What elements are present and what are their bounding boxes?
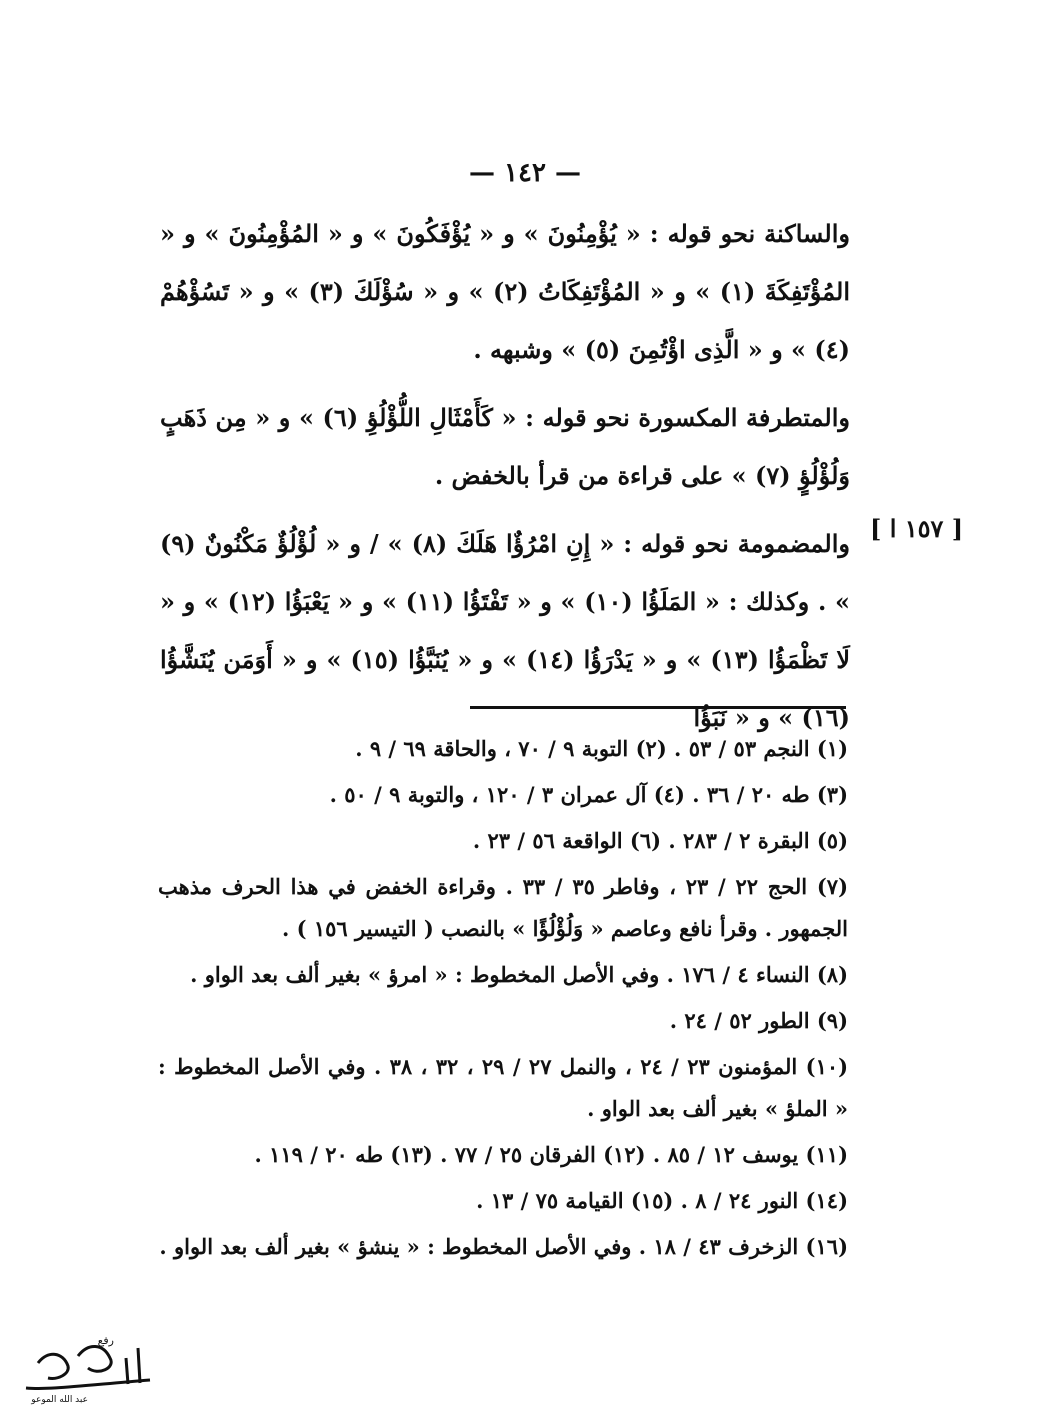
paragraph-madmuma: والمضمومة نحو قوله : « إِنِ امْرُؤٌا هَلَكَ (٨) » / و « لُؤْلُؤٌ مَكْنُونٌ (٩) » . وكذلك : « المَلَؤُا (١٠) » و « تَفْتَؤُا (١١) » و « يَعْبَؤُا (١٢) » و « لَا تَظْمَؤُا (١٣) » و « يَدْرَؤُا (١٤) » و « يُنَبَّؤُا (١٥) » و « أَوَمَن يُنَشَّؤُا (١٦) » و « نَبَؤُا: [160, 529, 851, 732]
footnote: (٣) طه ٢٠ / ٣٦ . (٤) آل عمران ٣ / ١٢٠ ، والتوبة ٩ / ٥٠ .: [329, 782, 848, 807]
footnotes: [158, 728, 848, 1272]
footnote-divider: [470, 706, 846, 709]
footnote: (١) النجم ٥٣ / ٥٣ . (٢) التوبة ٩ / ٧٠ ، والحاقة ٦٩ / ٩ .: [355, 736, 848, 761]
footnote: (١٦) الزخرف ٤٣ / ١٨ . وفي الأصل المخطوط : « ينشؤ » بغير ألف بعد الواو .: [159, 1234, 848, 1259]
footnote: (٥) البقرة ٢ / ٢٨٣ . (٦) الواقعة ٥٦ / ٢٣ .: [472, 828, 848, 853]
seal-top-text: رفع: [97, 1334, 114, 1347]
seal-small-text: عبد الله الموعو: [31, 1395, 88, 1405]
main-text: [160, 205, 850, 757]
footnote: (١١) يوسف ١٢ / ٨٥ . (١٢) الفرقان ٢٥ / ٧٧ . (١٣) طه ٢٠ / ١١٩ .: [254, 1142, 848, 1167]
footnote: (٩) الطور ٥٢ / ٢٤ .: [669, 1008, 848, 1033]
footnote: (١٠) المؤمنون ٢٣ / ٢٤ ، والنمل ٢٧ / ٢٩ ، ٣٢ ، ٣٨ . وفي الأصل المخطوط : « الملؤ » بغير ألف بعد الواو .: [158, 1054, 849, 1121]
margin-reference: [ ١٥٧ ا ]: [870, 514, 964, 543]
calligraphy-seal-logo: [18, 1328, 158, 1408]
footnote: (٧) الحج ٢٢ / ٢٣ ، وفاطر ٣٥ / ٣٣ . وقراءة الخفض في هذا الحرف مذهب الجمهور . وقرأ نافع وعاصم « وَلُؤْلُؤًا » بالنصب ( التيسير ١٥٦ ) .: [158, 874, 848, 941]
footnote: (١٤) النور ٢٤ / ٨ . (١٥) القيامة ٧٥ / ١٣ .: [476, 1188, 848, 1213]
page-number: — ١٤٢ —: [468, 158, 582, 188]
paragraph-maksura: والمتطرفة المكسورة نحو قوله : « كَأَمْثَالِ اللُّؤْلُؤِ (٦) » و « مِن ذَهَبٍ وَلُؤْلُؤٍ (٧) » على قراءة من قرأ بالخفض .: [160, 403, 850, 490]
footnote: (٨) النساء ٤ / ١٧٦ . وفي الأصل المخطوط : « امرؤ » بغير ألف بعد الواو .: [190, 962, 848, 987]
paragraph-sakina: والساكنة نحو قوله : « يُؤْمِنُونَ » و « يُؤْفَكُونَ » و « المُؤْمِنُونَ » و « المُؤْتَفِكَةَ (١) » و « المُؤْتَفِكَاتُ (٢) » و « سُؤْلَكَ (٣) » و « تَسُؤْهُمْ (٤) » و « الَّذِى اؤْتُمِنَ (٥) » وشبهه .: [160, 219, 851, 364]
